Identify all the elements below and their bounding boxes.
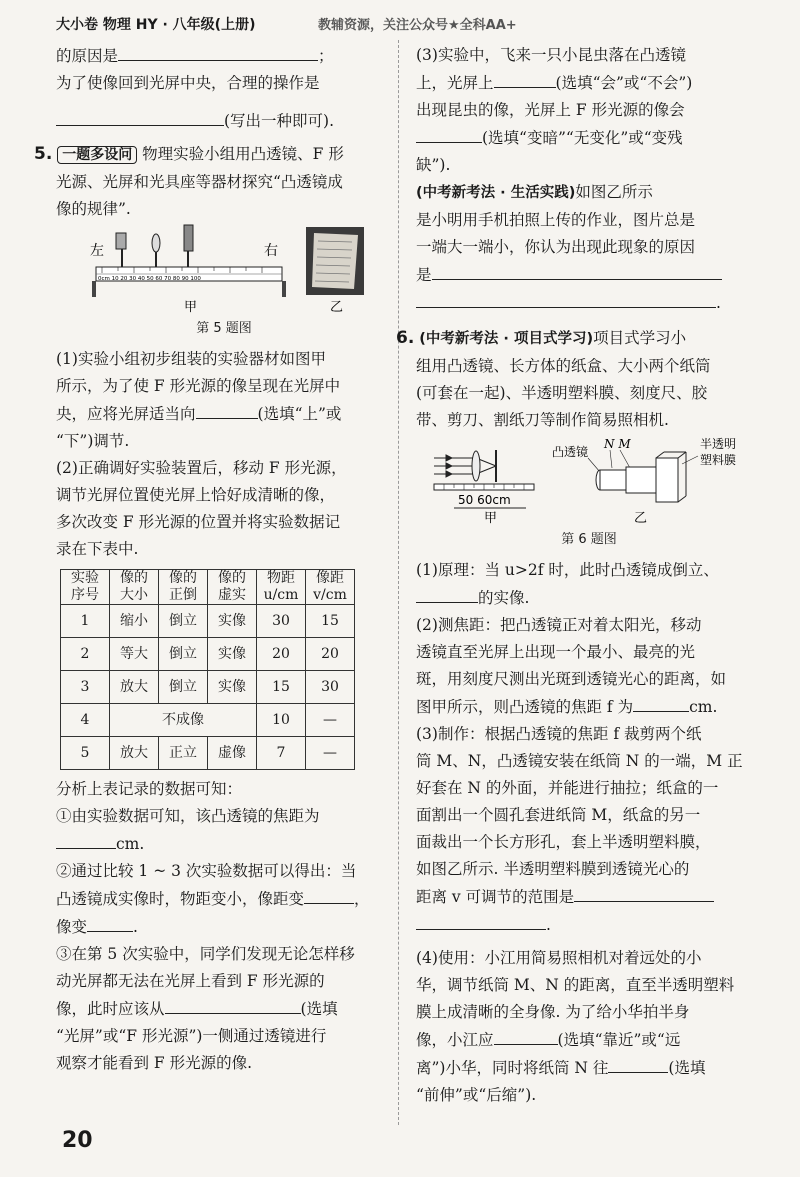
column-divider bbox=[398, 40, 399, 1125]
answer-blank[interactable] bbox=[416, 124, 482, 143]
nm-label: N M bbox=[604, 437, 631, 451]
text-line: 如图乙所示. 半透明塑料膜到透镜光心的 bbox=[416, 860, 690, 878]
answer-blank[interactable] bbox=[118, 42, 318, 61]
text-line: ①由实验数据可知，该凸透镜的焦距为 bbox=[56, 807, 320, 825]
answer-blank[interactable] bbox=[633, 693, 689, 712]
table-header-cell: 像的 正倒 bbox=[159, 570, 208, 605]
table-cell: 30 bbox=[257, 605, 306, 638]
text-line: 凸透镜成实像时，物距变小，像距变 bbox=[56, 890, 305, 908]
question-number: 6. bbox=[396, 328, 415, 348]
text-line: 距离 v 可调节的范围是 bbox=[416, 888, 575, 906]
table-cell: 倒立 bbox=[159, 605, 208, 638]
table-cell: 30 bbox=[306, 671, 355, 704]
table-row bbox=[61, 605, 355, 638]
text-line: 出现昆虫的像，光屏上 F 形光源的像会 bbox=[416, 101, 685, 119]
table-cell: — bbox=[306, 704, 355, 737]
table-cell: 15 bbox=[257, 671, 306, 704]
table-row bbox=[61, 704, 355, 737]
text-line: (3)实验中，飞来一只小昆虫落在凸透镜 bbox=[416, 46, 686, 64]
text-line: 一端大一端小，你认为出现此现象的原因 bbox=[416, 238, 696, 256]
table-header-cell: 像的 虚实 bbox=[208, 570, 257, 605]
text-line: 华，调节纸筒 M、N 的距离，直至半透明塑料 bbox=[416, 976, 735, 994]
table-cell: 4 bbox=[61, 704, 110, 737]
answer-blank[interactable] bbox=[196, 400, 258, 419]
film-label-1: 半透明 bbox=[700, 437, 737, 451]
question-tag: (中考新考法 · 项目式学习) bbox=[419, 331, 594, 347]
question-number: 5. bbox=[34, 144, 53, 164]
text-line: 带、剪刀、割纸刀等制作简易照相机. bbox=[416, 411, 669, 429]
text-line: 的原因是 bbox=[56, 47, 119, 65]
figure-caption: 第 5 题图 bbox=[196, 321, 252, 336]
text-line: 面割出一个圆孔套进纸筒 M，纸盒的另一 bbox=[416, 806, 701, 824]
table-cell: 7 bbox=[257, 737, 306, 770]
text-line: 所示，为了使 F 形光源的像呈现在光屏中 bbox=[56, 377, 341, 395]
text-line: (可套在一起)、半透明塑料膜、刻度尺、胶 bbox=[416, 384, 708, 402]
text-line: 的实像. bbox=[478, 589, 530, 607]
text-line: 如图乙所示 bbox=[575, 183, 653, 201]
table-cell: 3 bbox=[61, 671, 110, 704]
question-tag: (中考新考法 · 生活实践) bbox=[416, 185, 576, 201]
film-label-2: 塑料膜 bbox=[700, 453, 737, 467]
text-line: (选填“会”或“不会”) bbox=[555, 74, 693, 92]
text-line: 为了使像回到光屏中央，合理的操作是 bbox=[56, 74, 320, 92]
text-line: (选填 bbox=[668, 1059, 706, 1077]
text-line: cm. bbox=[689, 698, 718, 716]
text-line: 观察才能看到 F 形光源的像. bbox=[56, 1054, 253, 1072]
text-line: 项目式学习小 bbox=[593, 329, 687, 347]
text-line: (选填“变暗”“无变化”或“变残 bbox=[482, 129, 683, 147]
figure-caption: 第 6 题图 bbox=[561, 532, 617, 547]
answer-blank[interactable] bbox=[494, 1026, 558, 1045]
text-line: (4)使用：小江用简易照相机对着远处的小 bbox=[416, 949, 702, 967]
tube-m bbox=[626, 467, 656, 493]
data-table bbox=[60, 569, 355, 770]
text-line: 录在下表中. bbox=[56, 540, 139, 558]
fig5-caption-a: 甲 bbox=[184, 300, 198, 315]
table-cell: 实像 bbox=[208, 638, 257, 671]
text-line: 央，应将光屏适当向 bbox=[56, 405, 196, 423]
convex-lens bbox=[472, 451, 480, 481]
table-cell: — bbox=[306, 737, 355, 770]
table-cell: 15 bbox=[306, 605, 355, 638]
answer-blank[interactable] bbox=[494, 69, 556, 88]
answer-blank[interactable] bbox=[608, 1054, 668, 1073]
text-line: “下”)调节. bbox=[56, 432, 130, 450]
table-row bbox=[61, 638, 355, 671]
text-line: (选填 bbox=[300, 1000, 338, 1018]
table-cell: 倒立 bbox=[159, 638, 208, 671]
fig6-caption-a: 甲 bbox=[484, 511, 498, 526]
text-line: “前伸”或“后缩”). bbox=[416, 1086, 537, 1104]
text-line: ③在第 5 次实验中，同学们发现无论怎样移 bbox=[56, 945, 355, 963]
table-cell: 2 bbox=[61, 638, 110, 671]
answer-blank[interactable] bbox=[56, 830, 116, 849]
text-line: 透镜直至光屏上出现一个最小、最亮的光 bbox=[416, 643, 696, 661]
table-cell: 20 bbox=[257, 638, 306, 671]
text-line: 图甲所示，则凸透镜的焦距 f 为 bbox=[416, 698, 634, 716]
answer-blank[interactable] bbox=[87, 913, 133, 932]
table-cell: 1 bbox=[61, 605, 110, 638]
table-cell: 倒立 bbox=[159, 671, 208, 704]
answer-blank[interactable] bbox=[432, 261, 722, 280]
text-line: “光屏”或“F 形光源”)一侧通过透镜进行 bbox=[56, 1027, 327, 1045]
figure-6 bbox=[416, 434, 762, 526]
text-line: 组用凸透镜、长方体的纸盒、大小两个纸筒 bbox=[416, 357, 711, 375]
text-line: (1)原理：当 u>2f 时，此时凸透镜成倒立、 bbox=[416, 561, 719, 579]
table-header-cell: 像距 v/cm bbox=[306, 570, 355, 605]
text-line: (选填“靠近”或“远 bbox=[557, 1031, 681, 1049]
table-cell: 正立 bbox=[159, 737, 208, 770]
fig6-caption-b: 乙 bbox=[634, 511, 648, 526]
header-note: 教辅资源，关注公众号★全科AA+ bbox=[318, 18, 517, 33]
text-line: cm. bbox=[116, 835, 145, 853]
text-line: 像，此时应该从 bbox=[56, 1000, 165, 1018]
table-cell: 实像 bbox=[208, 605, 257, 638]
table-cell: 放大 bbox=[110, 737, 159, 770]
table-cell: 20 bbox=[306, 638, 355, 671]
right-column: (3)实验中，飞来一只小昆虫落在凸透镜 上，光屏上 (选填“会”或“不会”) 出现昆虫的像，光屏上 F 形光源的像会 (选填“变暗”“无变化”或“变残 缺”). (中考新考法 · 生活实践)如图乙所示 是小明用手机拍照上传的作业，图片总是 一端大一端小，你认为出现此现象的原因 是 . 6. (中考新考法 · 项目式学习)项目式学习小 组用凸透镜、长方体的纸盒、大小两个纸筒 (可套在一起)、半透明塑料膜、刻度尺、胶 带、剪刀、割纸刀等制作简易照相机. 50 60cm 甲 凸透镜 N M 半透明 塑料膜 乙 第 6 题图 (1)原理：当 u>2f 时，此时凸透镜成倒立、 的实像. (2)测焦距：把凸透镜正对着太阳光，移动 透镜直至光屏上出现一个最小、最亮的光 斑，用刻度尺测出光斑到透镜光心的距离，如 图甲所示，则凸透镜的焦距 f 为 cm. (3)制作：根据凸透镜的焦距 f 裁剪两个纸 筒 M、N，凸透镜安装在纸筒 N 的一端，M 正 好套在 N 的外面，并能进行抽拉；纸盒的一 面割出一个圆孔套进纸筒 M，纸盒的另一 面裁出一个长方形孔，套上半透明塑料膜， 如图乙所示. 半透明塑料膜到透镜光心的 距离 v 可调节的范围是 . (4)使用：小江用简易照相机对着远处的小 华，调节纸筒 M、N 的距离，直至半透明塑料 膜上成清晰的全身像. 为了给小华拍半身 像，小江应 (选填“靠近”或“远 离”)小华，同时将纸筒 N 往 (选填 “前伸”或“后缩”). bbox=[416, 42, 762, 1109]
convex-lens bbox=[152, 234, 160, 252]
fig6-ruler-label: 50 60cm bbox=[458, 493, 511, 507]
text-line: (写出一种即可). bbox=[224, 112, 335, 130]
text-line: (2)正确调好实验装置后，移动 F 形光源， bbox=[56, 459, 347, 477]
page-number: 20 bbox=[62, 1128, 93, 1153]
answer-blank[interactable] bbox=[304, 885, 354, 904]
table-row bbox=[61, 737, 355, 770]
table-header-cell: 物距 u/cm bbox=[257, 570, 306, 605]
text-line: 上，光屏上 bbox=[416, 74, 494, 92]
table-cell: 缩小 bbox=[110, 605, 159, 638]
table-cell: 不成像 bbox=[110, 704, 257, 737]
fig5-caption-b: 乙 bbox=[330, 300, 344, 315]
table-cell: 等大 bbox=[110, 638, 159, 671]
text-line: 像变 bbox=[56, 918, 88, 936]
fig5-right-label: 右 bbox=[264, 243, 278, 259]
light-screen bbox=[184, 225, 193, 251]
text-line: 筒 M、N，凸透镜安装在纸筒 N 的一端，M 正 bbox=[416, 752, 743, 770]
answer-blank[interactable] bbox=[165, 995, 301, 1014]
text-line: 缺”). bbox=[416, 156, 451, 174]
text-line: 光源、光屏和光具座等器材探究“凸透镜成 bbox=[56, 173, 343, 191]
text-line: ； bbox=[318, 47, 334, 65]
text-line: 好套在 N 的外面，并能进行抽拉；纸盒的一 bbox=[416, 779, 719, 797]
lens-label: 凸透镜 bbox=[552, 445, 589, 459]
text-line: 是 bbox=[416, 266, 432, 284]
text-line: 像的规律”. bbox=[56, 200, 131, 218]
text-line: 膜上成清晰的全身像. 为了给小华拍半身 bbox=[416, 1003, 690, 1021]
text-line: (3)制作：根据凸透镜的焦距 f 裁剪两个纸 bbox=[416, 725, 702, 743]
paper-box bbox=[656, 458, 678, 502]
table-cell: 5 bbox=[61, 737, 110, 770]
table-header-cell: 实验 序号 bbox=[61, 570, 110, 605]
text-line: 斑，用刻度尺测出光斑到透镜光心的距离，如 bbox=[416, 670, 727, 688]
answer-blank[interactable] bbox=[416, 289, 716, 308]
text-line: 物理实验小组用凸透镜、F 形 bbox=[142, 145, 344, 163]
book-title: 大小卷 物理 HY · 八年级(上册) bbox=[56, 17, 256, 33]
text-line: (选填“上”或 bbox=[257, 405, 342, 423]
table-header-row bbox=[61, 570, 355, 605]
answer-blank[interactable] bbox=[574, 883, 714, 902]
text-line: (2)测焦距：把凸透镜正对着太阳光，移动 bbox=[416, 616, 702, 634]
text-line: 离”)小华，同时将纸筒 N 往 bbox=[416, 1059, 609, 1077]
text-line: 分析上表记录的数据可知： bbox=[56, 780, 243, 798]
table-cell: 放大 bbox=[110, 671, 159, 704]
text-line: 调节光屏位置使光屏上恰好成清晰的像， bbox=[56, 486, 336, 504]
text-line: ②通过比较 1 ~ 3 次实验数据可以得出：当 bbox=[56, 862, 357, 880]
text-line: (1)实验小组初步组装的实验器材如图甲 bbox=[56, 350, 326, 368]
text-line: 面裁出一个长方形孔，套上半透明塑料膜， bbox=[416, 833, 711, 851]
table-cell: 虚像 bbox=[208, 737, 257, 770]
question-tag: 一题多设问 bbox=[57, 146, 137, 164]
table-header-cell: 像的 大小 bbox=[110, 570, 159, 605]
answer-blank[interactable] bbox=[416, 584, 478, 603]
table-cell: 10 bbox=[257, 704, 306, 737]
answer-blank[interactable] bbox=[56, 107, 224, 126]
table-row bbox=[61, 671, 355, 704]
text-line: 多次改变 F 形光源的位置并将实验数据记 bbox=[56, 513, 341, 531]
fig5-ruler-label: 0cm 10 20 30 40 50 60 70 80 90 100 bbox=[98, 276, 201, 282]
text-line: 是小明用手机拍照上传的作业，图片总是 bbox=[416, 211, 696, 229]
text-line: 像，小江应 bbox=[416, 1031, 494, 1049]
table-cell: 实像 bbox=[208, 671, 257, 704]
text-line: 动光屏都无法在光屏上看到 F 形光源的 bbox=[56, 972, 325, 990]
figure-5 bbox=[56, 223, 392, 315]
fig5-left-label: 左 bbox=[90, 243, 104, 259]
light-rays bbox=[434, 455, 496, 477]
f-light-source bbox=[116, 233, 126, 249]
answer-blank[interactable] bbox=[416, 911, 546, 930]
left-column: 的原因是 ； 为了使像回到光屏中央，合理的操作是 (写出一种即可). 5. 一题多设问 物理实验小组用凸透镜、F 形 光源、光屏和光具座等器材探究“凸透镜成 像的规律”. 左 右 0cm 10 20 30 40 50 60 70 80 90 100 甲 乙 第 5 题图 (1)实验小组初步组装的实验器材如图甲 所示，为了使 F 形光源的像呈现在光屏中 央，应将光屏适当向 (选填“上”或 “下”)调节. (2)正确调好实验装置后，移动 F 形光源， 调节光屏位置使光屏上恰好成清晰的像， 多次改变 F 形光源的位置并将实验数据记 录在下表中. 实验 序号 像的 大小 像的 正倒 像的 虚实 物距 u/cm 像距 v/cm 1 缩小 倒立 实像 30 15 2 等大 倒立 实像 20 20 3 放大 倒立 实像 15 30 4 不成像 10 — 5 放大 正立 虚像 7 — 分析上表记录的数据可知： ①由实验数据可知，该凸透镜的焦距为 cm. ②通过比较 1 ~ 3 次实验数据可以得出：当 凸透镜成实像时，物距变小，像距变 ， 像变 . ③在第 5 次实验中，同学们发现无论怎样移 动光屏都无法在光屏上看到 F 形光源的 像，此时应该从 (选填 “光屏”或“F 形光源”)一侧通过透镜进行 观察才能看到 F 形光源的像. bbox=[56, 42, 392, 1077]
